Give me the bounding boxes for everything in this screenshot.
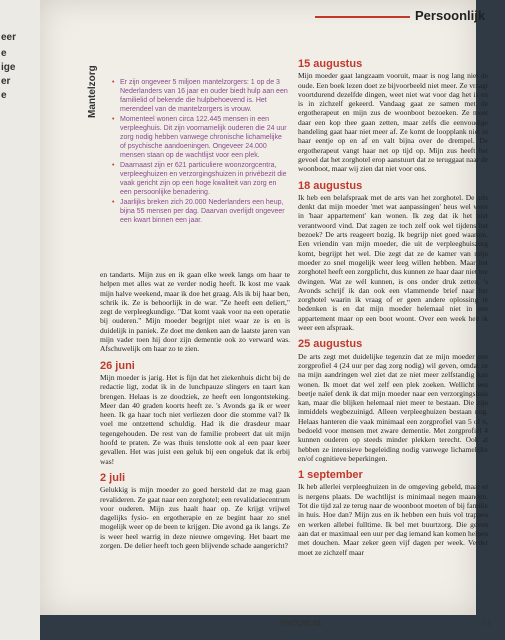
- fact-item: • Er zijn ongeveer 5 miljoen mantelzorgers: 1 op de 3 Nederlanders van 16 jaar en ouder biedt hulp aan een familielid of bekende die hulpbehoevend is. Het merendeel van de mantelzorgers is vrouw.: [120, 78, 288, 114]
- adjacent-page-fragment: er: [1, 76, 11, 87]
- fact-item: • Jaarlijks breken zich 20.000 Nederlanders een heup, bijna 55 mensen per dag. Daarvan overlijdt ongeveer een kwart binnen een jaar.: [120, 198, 288, 225]
- magazine-page: [40, 0, 491, 628]
- left-column: [100, 270, 290, 600]
- entry-text: Gelukkig is mijn moeder zo goed hersteld dat ze mag gaan revalideren. Ze gaat naar een zorghotel; een revalidatiecentrum voor ouderen. Mijn zus haalt haar op. Ze krijgt vrijwel dagelijks fysio- en ergotherapie en ze begint haar zo snel mogelijk weer op de been te krijgen. Die avond ga ik langs. Ze is weer heel warrig in deze nieuwe omgeving. Het baart me zorgen. De delier heeft toch geen blijvende schade aangericht?: [100, 485, 290, 551]
- fact-list: [108, 78, 288, 225]
- intro-paragraph: en tandarts. Mijn zus en ik gaan elke week langs om haar te helpen met alles wat ze verder nodig heeft. Ik kost me vaak mijn halve weekend, maar ik doe het graag. Als ik bij haar ben, schrik ik. Ze is behoorlijk in de war. "Ze heeft een deliert," zegt de verpleegkundige. "Dat komt vaak voor na een operatie bij ouderen." Mijn moeder begrijpt niet waar ze is en is duidelijk in paniek. Ze doet me denken aan de laatste jaren van mijn vader toen hij door zijn dementie ook zo verward was. Afschuwelijk om haar zo te zien.: [100, 270, 290, 354]
- adjacent-page-strip: [0, 0, 40, 640]
- adjacent-page-fragment: e: [1, 90, 7, 101]
- entry-text: Ik heb een belafspraak met de arts van het zorghotel. De arts denkt dat mijn moeder 'met wat aanpassingen' heus wel weer in 'haar appartement' kan wonen. Ik zeg dat ik het niet verantwoord vind. Dat zagen ze toch zelf ook wel tijdens het bezoek? De arts reageert bozig. Ik begrijp niet goed waarom. Een vriendin van mijn moeder, die uit de verpleeghuiszorg komt, begrijpt het wel. Die zegt dat ze de kamer van mijn moeder zo snel mogelijk weer leeg willen hebben. Maar het zorghotel heeft een zorgplicht, dus kunnen ze haar daar niet toe dwingen. Wat ze wél kunnen, is ons onder druk zetten. 's Avonds schrijf ik dan ook een vlammende brief naar het zorghotel waarin ik vraag of er geen andere oplossing te bedenken is en dat mijn moeder helemaal niet in een appartement maar op een boot woont. Over een week heb ik weer een afspraak.: [298, 192, 488, 333]
- entry-date: 26 juni: [100, 359, 135, 372]
- entry-text: Ik heb allerlei verpleeghuizen in de omgeving gebeld, maar er is nergens plaats. De wachtlijst is minimaal negen maanden. Tot die tijd zal ze terug naar de woonboot moeten of bij familie in huis. Hoe dan? Mijn zus en ik hebben een huis vol trappen en werken allebei fulltime. Ik bel met buurtzorg. Die geven aan dat er maximaal een uur per dag iemand kan komen helpen met douchen. Maar zeker geen vijf dagen per week. Verder moet ze zichzelf maar: [298, 482, 488, 557]
- entry-date: 15 augustus: [298, 58, 363, 70]
- fact-box: [87, 65, 288, 258]
- entry-text: Mijn moeder is jarig. Het is fijn dat het ziekenhuis dicht bij de redactie ligt, zodat ik in de lunchpauze slingers en taart kan brengen. Helaas is ze doodziek, ze heeft een longontsteking. Meer dan 40 graden koorts heeft ze. 's Avonds ga ik er weer heen. Ik ga haar toch niet verliezen door die stomme val? Ik voel me ontzettend schuldig. Had ik die drasdeur maar tegengehouden. De rest van de familie probeert dat uit mijn hoofd te praten. Ze was thuis tenslotte ook al een paar keer gevallen. Het was juist een geluk bij een ongeluk dat ik erbij was!: [100, 372, 290, 466]
- fact-item: • Momenteel wonen circa 122.445 mensen in een verpleeghuis. Dit zijn voornamelijk ouderen die 24 uur zorg nodig hebben vanwege chronische lichamelijke of psychische aandoeningen. Ongeveer 24.000 mensen staan op de wachtlijst voor een plek.: [120, 115, 288, 160]
- adjacent-page-fragment: ige: [1, 62, 16, 73]
- adjacent-page-fragment: e: [1, 48, 7, 59]
- fact-item: • Daarnaast zijn er 621 particuliere woonzorgcentra, verpleeghuizen en verzorgingshuizen in privébezit die vaak gericht zijn op een hoge kwaliteit van zorg en een persoonlijke benadering.: [120, 161, 288, 197]
- right-column: [298, 60, 488, 615]
- adjacent-page-fragment: eer: [1, 32, 17, 43]
- entry-text: De arts zegt met duidelijke tegenzin dat ze mijn moeder een zorgprofiel 4 (24 uur per dag zorg nodig) wil geven, omdat ze na mijn aandringen wel ziet dat ze niet meer zelfstandig kan wonen. Ik moet dat wel zelf een plek zoeken. Wellicht een beetje naïef denk ik dat mijn moeder naar een verzorgingshuis kan, maar die blijken helemaal niet meer te bestaan. Die zijn inmiddels wegbezuinigd. Alleen verpleeghuizen bestaan nog. Helaas hanteren die vaak minimaal een zorgprofiel van 5 of 6, bedoeld voor mensen met zware dementie. Met zorgprofiel 4 kunnen ouderen op steeds minder plekken terecht. Ook al hebben ze intensieve begeleiding nodig vanwege lichamelijke en/of cognitieve beperkingen.: [298, 351, 488, 463]
- fact-box-title: Mantelzorg: [87, 65, 98, 118]
- header-rule: [315, 16, 410, 18]
- entry-date: 1 september: [298, 469, 363, 482]
- entry-date: 25 augustus: [298, 338, 363, 351]
- page-number: 31: [482, 618, 491, 628]
- entry-date: 18 augustus: [298, 179, 363, 192]
- footer-brand: VROUW.NL: [280, 619, 324, 628]
- entry-text: Mijn moeder gaat langzaam vooruit, maar is nog lang niet de oude. Een boek lezen doet ze bijvoorbeeld niet meer. Ze vraagt voortdurend dezelfde dingen, weet niet wat voor dag het is en is in zichzelf gekeerd. Vandaag gaat ze samen met de ergotherapeut en mijn zus de woonboot bezoeken. Ze moet daar een kop thee gaan zetten, maar zelfs die eenvoudige handeling gaat haar niet meer af. Ze komt de loopplank niet in haar eentje op en af en valt bijna over de drempel. De ergotherapeut vangt haar net op tijd op. Mijn zus heeft het gevoel dat het zorghotel erop aanstuurt dat ze teruggaat naar de woonboot, maar wij zien dat niet voor ons.: [298, 71, 488, 174]
- entry-date: 2 juli: [100, 471, 126, 484]
- section-title: Persoonlijk: [415, 8, 486, 23]
